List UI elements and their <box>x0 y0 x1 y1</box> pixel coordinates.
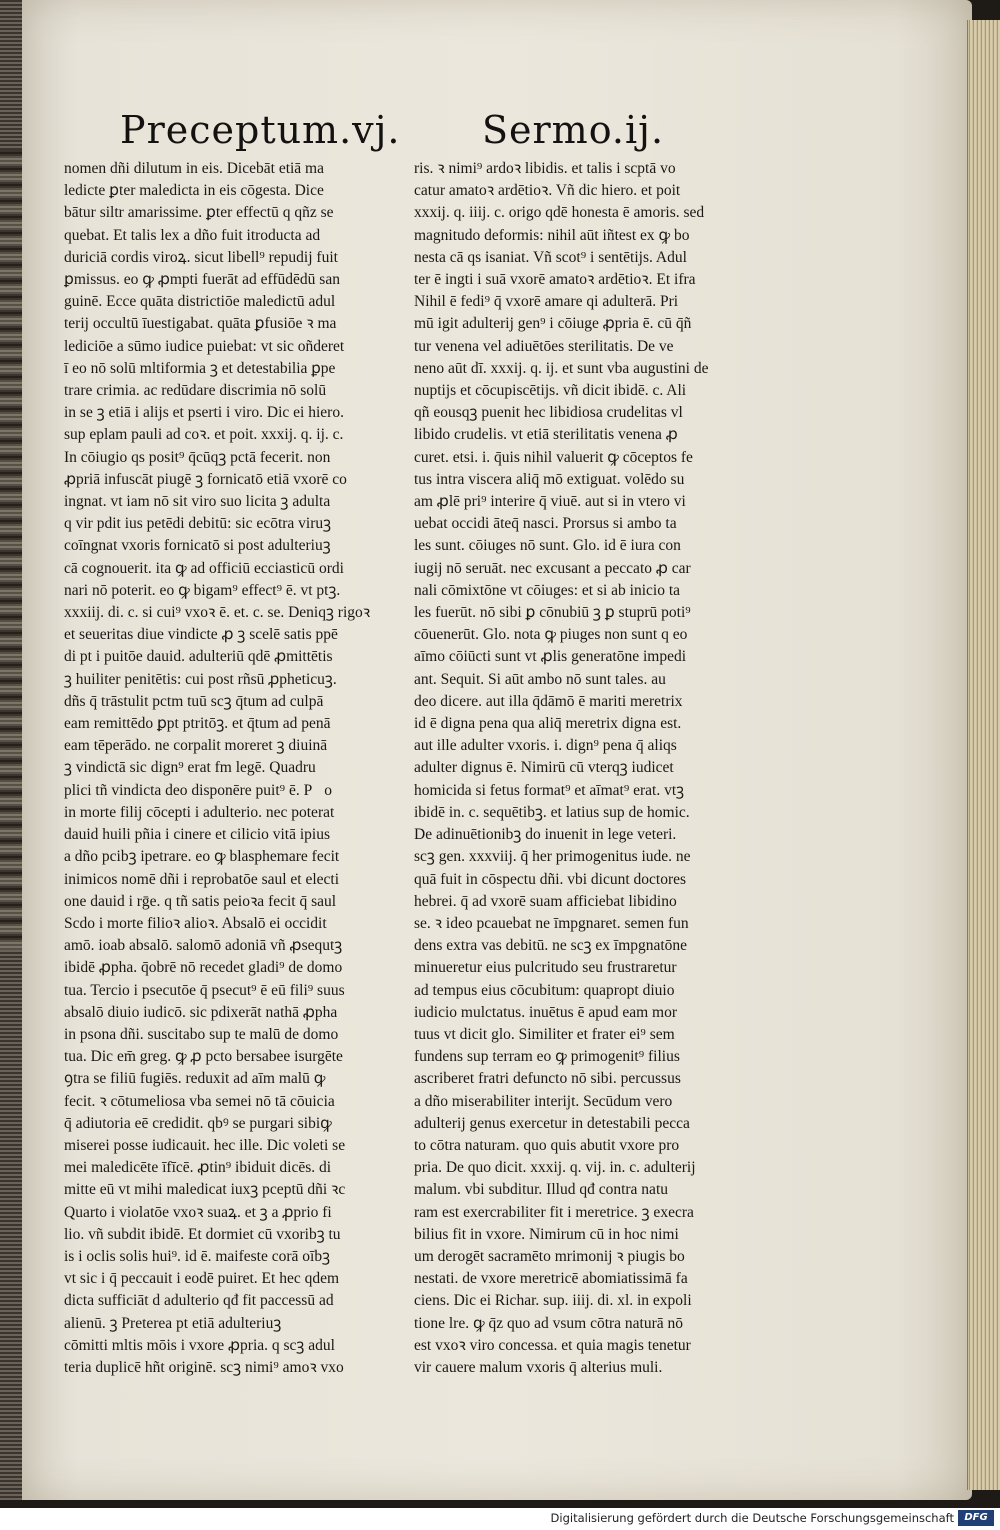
text-line: uebat occidi āteq̄ nasci. Prorsus si ambo ta <box>414 515 677 533</box>
text-line: ꝓpriā infuscāt piugē ꝫ fornicatō etiā vxorē co <box>64 470 347 488</box>
text-line: tus intra viscera aliq̄ mō extiguat. volēdo su <box>414 470 685 488</box>
text-column-left <box>64 158 394 1379</box>
text-line: iudicio mulctatus. inuētus ē apud eam mor <box>414 1003 678 1021</box>
text-line: alienū. ꝫ Preterea pt etiā adulteriuꝫ <box>64 1314 282 1332</box>
text-line: ant. Sequit. Si aūt ambo nō sunt tales. au <box>414 670 666 688</box>
text-line: libido crudelis. vt etiā sterilitatis venena ꝓ <box>414 426 678 444</box>
text-line: tuus vt dicit glo. Similiter et frater ei⁹ sem <box>414 1025 675 1043</box>
text-line: guinē. Ecce quāta districtiōe maledictū adul <box>64 293 336 311</box>
text-line: a dño pcibꝫ ipetrare. eo ꝙ blasphemare fecit <box>64 848 340 866</box>
text-line: quā fuit in cōspectu dñi. vbi dicunt doctores <box>414 870 687 888</box>
text-line: dens extra vas debitū. ne scꝫ ex īmpgnatōne <box>414 937 688 955</box>
text-line: tione lre. ꝙ q̄z quo ad vsum cōtra naturā nō <box>414 1314 684 1332</box>
funding-credit: Digitalisierung gefördert durch die Deutsche Forschungsgemeinschaft <box>550 1511 954 1525</box>
text-line: miserei posse iudicauit. hec ille. Dic voleti se <box>64 1136 346 1154</box>
text-line: absalō diuio iudicō. sic pdixerāt nathā ꝓpha <box>64 1003 338 1021</box>
text-line: mitte eū vt mihi maledicat iuxꝫ pceptū dñi ꝛc <box>64 1181 346 1199</box>
text-line: De adinuētionibꝫ do inuenit in lege veteri. <box>414 826 677 844</box>
text-line: to cōtra naturam. quo quis abutit vxore pro <box>414 1136 680 1154</box>
text-line: cōmitti mltis mōis i vxore ꝓpria. q scꝫ adul <box>64 1336 335 1354</box>
text-line: minueretur eius pulcritudo seu frustraretur <box>414 959 677 977</box>
text-line: di pt i puitōe dauid. adulteriū qdē ꝓmittētis <box>64 648 333 666</box>
running-title-right: Sermo.ij. <box>482 108 665 152</box>
text-line: dicta sufficiāt d adulterio qđ fit paccessū ad <box>64 1292 334 1310</box>
text-line: vir cauere malum vxoris q̄ alterius muli. <box>414 1358 663 1376</box>
text-line: nesta cā qs isaniat. Vñ scot⁹ i sentētijs. Adul <box>414 248 687 266</box>
text-line: qñ eousqꝫ puenit hec libidiosa crudelitas vl <box>414 404 683 422</box>
text-line: terij occultū īuestigabat. quāta ꝑfusiōe ꝛ ma <box>64 315 337 333</box>
text-line: cōuenerūt. Glo. nota ꝙ piuges non sunt q eo <box>414 626 688 644</box>
text-line: scꝫ gen. xxxviij. q̄ her primogenitus iude. ne <box>414 848 691 866</box>
text-line: ꝑmissus. eo ꝙ ꝓmpti fuerāt ad effūdēdū san <box>64 271 340 289</box>
running-title-left: Preceptum.vj. <box>120 108 401 152</box>
text-line: is i oclis solis hui⁹. id ē. maifeste corā oībꝫ <box>64 1247 331 1265</box>
text-line: id ē digna pena qua aliq̄ meretrix digna est. <box>414 715 682 733</box>
text-line: cā cognouerit. ita ꝙ ad officiū ecciasticū ordi <box>64 559 344 577</box>
text-line: lio. vñ subdit ibidē. Et dormiet cū vxoribꝫ tu <box>64 1225 341 1243</box>
text-line: aīmo cōiūcti sunt vt ꝓlis generatōne impedi <box>414 648 686 666</box>
text-line: homicida si fetus format⁹ et aīmat⁹ erat. vtꝫ <box>414 781 685 799</box>
text-line: xxxij. q. iiij. c. origo qdē honesta ē amoris. sed <box>414 204 705 222</box>
text-line: nari nō poterit. eo ꝙ bigam⁹ effect⁹ ē. vt ptꝫ. <box>64 581 341 599</box>
text-line: tua. Dic em̄ greg. ꝙ ꝓ pcto bersabee isurgēte <box>64 1048 343 1066</box>
text-line: Quarto i violatōe vxoꝛ suaꝝ. et ꝫ a ꝓprio fi <box>64 1203 332 1221</box>
text-line: ledicte ꝑter maledicta in eis cōgesta. Dice <box>64 182 324 200</box>
text-line: ī eo nō solū mltiformia ꝫ et detestabilia ꝑpe <box>64 359 336 377</box>
text-line: bilius fit in vxore. Nimirum cū in hoc nimi <box>414 1225 679 1243</box>
text-line: ciens. Dic ei Richar. sup. iiij. di. xl. in expoli <box>414 1292 692 1310</box>
text-line: nali cōmixtōne vt cōiuges: et si ab inicio ta <box>414 581 681 599</box>
text-line: deo dicere. aut illa q̄dāmō ē mariti meretrix <box>414 692 683 710</box>
text-line: trare crimia. ac redūdare discrimia nō solū <box>64 382 327 400</box>
text-line: mū igit adulterij gen⁹ i cōiuge ꝓpria ē. cū q̄ñ <box>414 315 692 333</box>
text-line: malum. vbi subditur. Illud qđ contra natu <box>414 1181 668 1199</box>
text-line: et seueritas diue vindicte ꝓ ꝫ scelē satis ppē <box>64 626 338 644</box>
text-line: nestati. de vxore meretricē abomiatissimā fa <box>414 1270 688 1288</box>
text-line: one dauid i rḡe. q tñ satis peioꝛa fecit q̄ saul <box>64 892 337 910</box>
text-line: ꝫ vindictā sic dign⁹ erat fm legē. Quadru <box>64 759 316 777</box>
text-line: Nihil ē fedi⁹ q̄ vxorē amare qi adulterā. Pri <box>414 293 679 311</box>
text-line: In cōiugio qs posit⁹ q̄cūqꝫ pctā fecerit. non <box>64 448 331 466</box>
text-line: nomen dñi dilutum in eis. Dicebāt etiā ma <box>64 160 324 177</box>
text-line: adulterij genus exercetur in detestabili pecca <box>414 1114 690 1132</box>
text-line: fecit. ꝛ cōtumeliosa vba semei nō tā cōuicia <box>64 1092 335 1110</box>
text-line: duriciā cordis viroꝝ. sicut libell⁹ repudij fuit <box>64 248 338 266</box>
text-line: adulter dignus ē. Nimirū cū vterqꝫ iudicet <box>414 759 674 777</box>
text-line: am ꝓlē pri⁹ interire q̄ viuē. aut si in vtero vi <box>414 493 686 511</box>
text-line: ibidē ꝓpha. q̄obrē nō recedet gladi⁹ de domo <box>64 959 343 977</box>
text-line: xxxiij. di. c. si cui⁹ vxoꝛ ē. et. c. se. Deniqꝫ rigoꝛ <box>64 604 371 622</box>
text-line: ꝫ huiliter penitētis: cui post rñsū ꝓpheticuꝫ. <box>64 670 337 688</box>
text-line: amō. ioab absalō. salomō adoniā vñ ꝓsequtꝫ <box>64 937 343 955</box>
text-line: hebrei. q̄ ad vxorē suam afficiebat libidino <box>414 892 677 910</box>
text-line: coīngnat vxoris fornicatō si post adulteriuꝫ <box>64 537 331 555</box>
text-line: iugij nō seruāt. nec excusant a peccato ꝓ car <box>414 559 691 577</box>
text-line: in psona dñi. suscitabo sup te malū de domo <box>64 1025 339 1043</box>
text-line: q̄ adiutoria eē credidit. qbꝰ se purgari sibiꝙ <box>64 1114 332 1132</box>
text-line: tua. Tercio i psecutōe q̄ psecut⁹ ē eū fili⁹ suus <box>64 981 345 999</box>
text-line: les fuerūt. nō sibi ꝑ cōnubiū ꝫ ꝑ stuprū poti⁹ <box>414 604 691 622</box>
text-line: bātur siltr amarissime. ꝑter effectū q qñz se <box>64 204 334 222</box>
text-line: ter ē ingti i suā vxorē amatoꝛ ardētioꝛ. Et ifra <box>414 271 696 289</box>
adjacent-page-sliver <box>0 150 22 950</box>
text-line: a dño miserabiliter interijt. Secūdum vero <box>414 1092 673 1110</box>
text-line: ꝯtra se filiū fugiēs. reduxit ad aīm malū ꝙ <box>64 1070 326 1088</box>
text-line: inimicos nomē dñi i reprobatōe saul et electi <box>64 870 340 888</box>
text-line: eam remittēdo ꝑpt ptritōꝫ. et q̄tum ad penā <box>64 715 331 733</box>
text-line: in se ꝫ etiā i alijs et pserti i viro. Dic ei hiero. <box>64 404 344 422</box>
text-line: neno aūt dī. xxxij. q. ij. et sunt vba augustini de <box>414 359 709 377</box>
text-line: eam tēperādo. ne corpalit moreret ꝫ diuinā <box>64 737 328 755</box>
text-line: curet. etsi. i. q̄uis nihil valuerit ꝙ cōceptos fe <box>414 448 693 466</box>
text-line: tur venena vel adiuētōes sterilitatis. De ve <box>414 337 674 355</box>
text-line: ad tempus eius cōcubitum: quapropt diuio <box>414 981 675 999</box>
text-line: um derogēt sacramēto mrimonij ꝛ piugis bo <box>414 1247 685 1265</box>
text-line: pria. De quo dicit. xxxij. q. vij. in. c. adulterij <box>414 1159 696 1177</box>
footer-bar <box>0 1508 1000 1530</box>
page-stack-edge <box>967 20 1000 1490</box>
text-line: fundens sup terram eo ꝙ primogenit⁹ filius <box>414 1048 680 1066</box>
text-line: ibidē in. c. sequētibꝫ. et latius sup de homic. <box>414 803 690 821</box>
text-line: teria duplicē hñt originē. scꝫ nimi⁹ amoꝛ vxo <box>64 1358 344 1376</box>
text-line: catur amatoꝛ ardētioꝛ. Vñ dic hiero. et poit <box>414 182 681 200</box>
dfg-logo: DFG <box>958 1510 994 1526</box>
text-line: lediciōe a sūmo iudice puiebat: vt sic oñderet <box>64 337 345 355</box>
text-line: nuptijs et cōcupiscētijs. vñ dicit ibidē. c. Ali <box>414 382 687 400</box>
text-line: se. ꝛ ideo pcauebat ne īmpgnaret. semen fun <box>414 914 689 932</box>
text-line: ascriberet fratri defuncto nō sibi. percussus <box>414 1070 681 1088</box>
text-line: est vxoꝛ viro concessa. et quia magis tenetur <box>414 1336 691 1354</box>
text-line: ingnat. vt iam nō sit viro suo licita ꝫ adulta <box>64 493 331 511</box>
text-line: mei maledicēte īfīcē. ꝓtin⁹ ibiduit dicēs. di <box>64 1159 332 1177</box>
text-line: dauid huili pñia i cinere et cilicio vitā ipius <box>64 826 331 844</box>
text-column-right <box>414 158 714 1379</box>
text-line: magnitudo deformis: nihil aūt iñtest ex ꝙ bo <box>414 226 690 244</box>
text-line: les sunt. cōiuges nō sunt. Glo. id ē iura con <box>414 537 681 555</box>
text-line: quebat. Et talis lex a dño fuit itroducta ad <box>64 226 321 244</box>
book-page <box>22 0 972 1500</box>
text-line: ris. ꝛ nimi⁹ ardoꝛ libidis. et talis i scptā vo <box>414 160 676 177</box>
text-line: dñs q̄ trāstulit pctm tuū scꝫ q̄tum ad culpā <box>64 692 324 710</box>
text-line: ram est exercrabiliter fit i meretrice. ꝫ execra <box>414 1203 694 1221</box>
text-line: plici tñ vindicta deo disponēre puit⁹ ē. Pᷓo <box>64 781 332 799</box>
text-line: sup eplam pauli ad coꝛ. et poit. xxxij. q. ij. c. <box>64 426 344 444</box>
text-line: Scdo i morte filioꝛ alioꝛ. Absalō ei occidit <box>64 914 327 932</box>
text-line: vt sic i q̄ peccauit i eodē puiret. Et hec qdem <box>64 1270 340 1288</box>
page-header <box>22 108 972 158</box>
text-line: aut ille adulter vxoris. i. dign⁹ pena q̄ aliqs <box>414 737 677 755</box>
text-line: in morte filij cōcepti i adulterio. nec poterat <box>64 803 335 821</box>
text-line: q vir pdit ius petēdi debitū: sic ecōtra viruꝫ <box>64 515 332 533</box>
